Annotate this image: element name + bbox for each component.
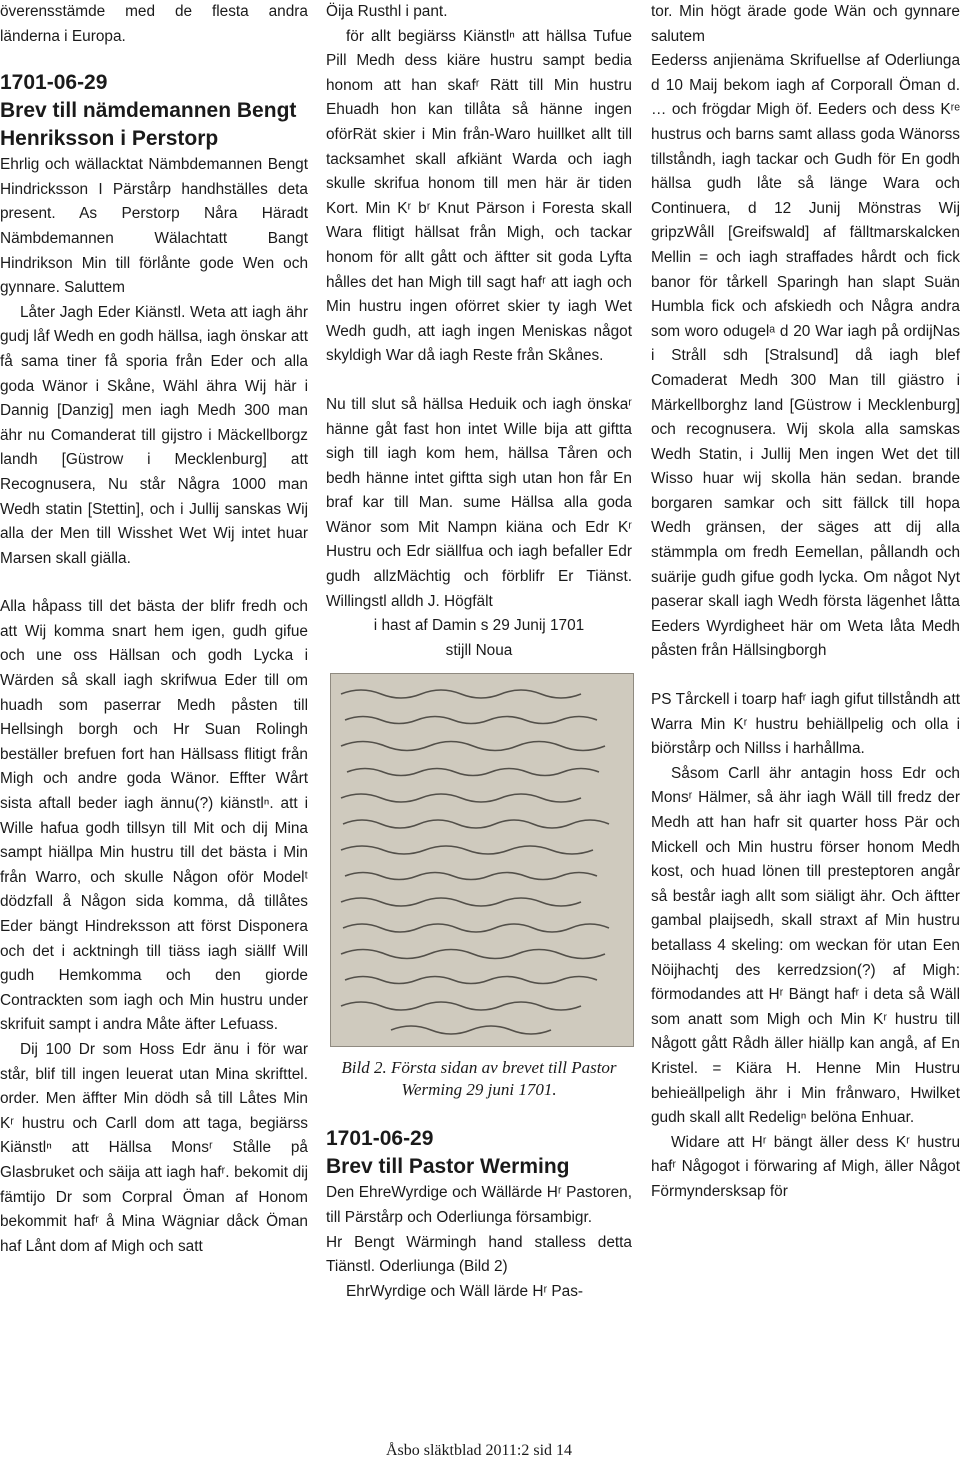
paragraph: för allt begiärss Kiänstlⁿ att hällsa Tufue Pill Medh dess kiäre hustru sampt bedia honom att han skafʳ Rätt till Min hustru Ehuadh hon kan tillåta så hänne ingen oförRät skier i Min från-Waro huillket allt till tacksamhet skall afkiänt Warda och iagh skulle skrifua honom till men här är tiden Kort. Min Kʳ bʳ Knut Pärson i Foresta skall Wara flitigt hällsat från Migh, och tackar honom för allt gått och äftter sit goda Lyfta hålles det han Migh till sagt hafʳ att iagh och Min hustru ingen oförret skier ty iagh Wet Wedh gudh, att iagh ingen Meniskas något skyldigh War då iagh Reste från Skånes. bbox=[326, 27, 632, 365]
page-footer: Åsbo släktblad 2011:2 sid 14 bbox=[385, 1442, 573, 1459]
left-column bbox=[0, 0, 308, 1259]
right-column bbox=[651, 0, 960, 1205]
postscript: PS Tårckell i toarp hafʳ iagh gifut tillståndh att Warra Min Kʳ hustru behiällpelig och olla i biörstårp och Nillss i harhållma. bbox=[651, 691, 960, 758]
letter2-title: Brev till Pastor Werming bbox=[326, 1155, 570, 1179]
letter1-paragraph: Dij 100 Dr som Hoss Edr änu i för war står, blif till ingen leuerat utan Mina skrifttel. order. Men äffter Min dödh så till Låtes Min Kʳ hustru och Carll dom att taga, begiärss Kiänstlⁿ att Hällsa Monsʳ Stålle på Glasbruket och säija att iagh hafʳ. bekomit dij fämtijo Dr som Corpral Öman af Honom bekommit hafʳ å Mina Wägniar dåck Öman haf Lånt dom af Migh och satt bbox=[0, 1040, 308, 1255]
paragraph: EhrWyrdige och Wäll lärde Hʳ Pas- bbox=[346, 1282, 584, 1300]
letter1-paragraph: Ehrlig och wällacktat Nämbdemannen Bengt Hindricksson I Pärstårp handhställes deta present. As Perstorp Nåra Häradt Nämbdemannen Wälachtatt Bangt Hindrikson Min till förlånte gode Wen och gynnare. Saluttem bbox=[0, 156, 308, 297]
letter-dateline: i hast af Damin s 29 Junij 1701 bbox=[373, 617, 585, 635]
letter-signoff: stijll Noua bbox=[445, 641, 513, 659]
handwriting-image bbox=[331, 674, 633, 1046]
paragraph: Eederss anjienäma Skrifuellse af Oderliunga d 10 Maij bekom iagh af Corporall Öman d. … och frögdar Migh öf. Eeders och dess Kʳᵉ hustrus och barns samt allass goda Wänorss tillståndh, iagh tackar och Gudh för En godh hällsa gudh låte så länge Wara och Continuera, d 12 Junij Mönstras Wij gripzWåll [Greifswald] af fälltmarskalcken Mellin = och iagh straffades hårdt och fick banor för tårkell Sparingh han slapt Suän Humbla fick och afskiedh och Några andra som woro odugelᵃ d 20 War iagh på ordijNas i Stråll sdh [Stralsund] då iagh blef Comaderat Medh 300 Man till giästro i Märkellborghz land [Güstrow i Mecklenburg] och recognusera. Wij skola alla samskas Wedh Statin, i Jullij Men ingen Wet det till Wisso huar wij skolla hän sedan. brande borgaren samkar och sitt fällck till hopa Wedh gränsen, der säges att dij alla stämmpla om fredh Eemellan, pållandh och suärije gudh gifue godh lycka. Om något Nyt paserar skall iagh Wedh första lägenhet låtta Eeders Wyrdigheet här om Weta låta Medh påsten från Hällsingborgh bbox=[651, 52, 960, 660]
letter1-date: 1701-06-29 bbox=[0, 71, 108, 95]
paragraph: Såsom Carll ähr antagin hoss Edr och Monsʳ Hälmer, så ähr iagh Wäll till fredz der Medh att han hafr sit quarter hoss Pär och Mickell och Min hustru förser honom Medh kost, och huad lönen till presteptoren angår så består iagh allt som siäligt ähr. Och äftter gambal plaijsedh, skall straxt af Min hustru betallass 4 skeling: om weckan för utan Een Nöijhachtj des kerredzsion(?) af Migh: förmodandes att Hʳ Bängt hafʳ i deta så Wäll som anatt som Migh och Min Kʳ hustru till Någott gått Rådh äller hiällp kan angå, af En Kristel. = Kiära H. Henne Min Hustru behieällpeligh ähr i Min frånwaro, Hwilket gudh skall allt Redeligⁿ belöna Enhuar. bbox=[651, 764, 960, 1127]
intro-text: överensstämde med de flesta andra länderna i Europa. bbox=[0, 3, 308, 45]
paragraph: tor. Min högt ärade gode Wän och gynnare salutem bbox=[651, 3, 960, 45]
paragraph: Nu till slut så hällsa Heduik och iagh önskaʳ hänne gåt fast hon intet Wille bija att giftta sigh till iagh kom hem, hällsa Tåren och bedh hänne intet giftta sigh utan hon får En braf kar till Man. sume Hällsa alla goda Wänor som Mit Nampn kiäna och Edr Kʳ Hustru och Edr siällfua och iagh befaller Edr gudh allzMächtig och förblifr Er Tiänst. Willingstl alldh J. Högfält bbox=[326, 395, 632, 610]
photo-caption: Bild 2. Första sidan av brevet till Pastor Werming 29 juni 1701. bbox=[341, 1058, 617, 1100]
letter1-title: Brev till nämdemannen Bengt Henriksson i Perstorp bbox=[0, 99, 297, 151]
paragraph: Hr Bengt Wärmingh hand stalless detta Tiänstl. Oderliunga (Bild 2) bbox=[326, 1233, 632, 1276]
letter-photo bbox=[330, 673, 634, 1047]
paragraph: Den EhreWyrdige och Wällärde Hʳ Pastoren, till Pärstårp och Oderliunga försambigr. bbox=[326, 1184, 632, 1227]
letter1-paragraph: Låter Jagh Eder Kiänstl. Weta att iagh ähr gudj låf Wedh en godh hällsa, iagh önskar att få sama tiner få sporia från Eder och alla goda Wänor i Skåne, Wähl ähra Wij här i Dannig [Danzig] men iagh Medh 300 man ähr nu Comanderat till gijstro i Mäckellborgz landh [Güstrow i Mecklenburg] att Recognusera, Nu står Några 1000 man Wedh statin [Stettin], och i Jullij sanskas Wij alla der Men till Wisshet Wet Wij intet huar Marsen skall giälla. bbox=[0, 303, 308, 567]
paragraph: Öija Rusthl i pant. bbox=[326, 3, 448, 20]
letter2-date: 1701-06-29 bbox=[326, 1127, 434, 1151]
paragraph: Widare att Hʳ bängt äller dess Kʳ hustru hafʳ Någogot i förwaring af Migh, äller Något Förmyndersksap för bbox=[651, 1133, 960, 1200]
middle-column bbox=[326, 0, 632, 1304]
letter1-paragraph: Alla håpass till det bästa der blifr fredh och att Wij komma snart hem igen, gudh gifue och une oss Hällsan och godh Lycka i Wärden så skall iagh skrifwua Eder till om huadh som paserrar Medh påsten till Hellsingh borgh och Hr Suan Rolingh beställer brefuen fort han Hällsass flitigt från Migh och andre goda Wänor. Effter Wårt sista aftall beder iagh ännu(?) kiänstlⁿ. att i Wille hafua godh tillsyn till Mit och dij Mina sampt hiällpa Min hustru till det bästa i Min från Warro, och skulle Någon oför Modelᵗ dödzfall å Någon sida komma, då tillåtes Eder bängt Hindreksson att först Disponera och det i acktningh till tiäss iagh siällf Will gudh Hemkomma och den giorde Contrackten som iagh och Min hustru under skrifuit sampt i andra Måte äfter Lefuass. bbox=[0, 598, 308, 1034]
